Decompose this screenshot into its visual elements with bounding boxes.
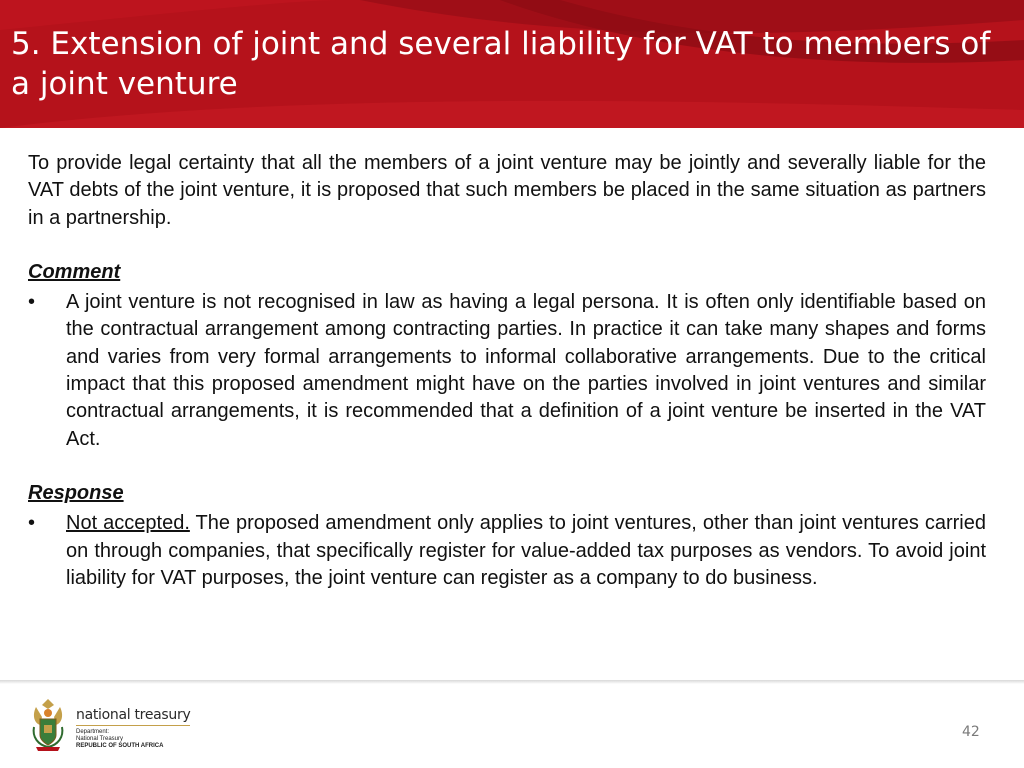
coat-of-arms-icon (28, 697, 68, 753)
comment-text: A joint venture is not recognised in law as having a legal persona. It is often only identifiable based on the contractual arrangement among contracting parties. In practice it can take many shapes and forms and varies from very formal arrangements to informal collaborative arrangements. Due to the critical impact that this proposed amendment might have on the parties involved in joint ventures and similar contractual arrangements, it is recommended that a definition of a joint venture be inserted in the VAT Act. (66, 291, 986, 450)
org-country: REPUBLIC OF SOUTH AFRICA (76, 743, 164, 749)
response-status: Not accepted. (66, 512, 190, 535)
org-department: Department: (76, 729, 110, 735)
response-body: The proposed amendment only applies to joint ventures, other than joint ventures carried on through companies, that specifically register for value-added tax purposes as vendors. To avoid joint liability for VAT purposes, the joint venture can register as a company to do business. (66, 512, 986, 589)
response-bullet (28, 510, 986, 592)
comment-heading: Comment (28, 260, 121, 283)
bullet-icon: • (28, 512, 36, 535)
response-heading: Response (28, 481, 124, 504)
org-subname: National Treasury (76, 736, 124, 742)
logo-text (76, 707, 190, 753)
comment-bullet (28, 289, 986, 453)
slide-body (28, 150, 986, 592)
response-text (66, 510, 986, 592)
title-banner (0, 0, 1024, 128)
slide-title: 5. Extension of joint and several liability for VAT to members of a joint venture (11, 26, 991, 102)
footer-divider (0, 680, 1024, 684)
bullet-icon: • (28, 291, 36, 314)
national-treasury-logo (28, 697, 190, 753)
page-number: 42 (962, 724, 980, 740)
intro-paragraph: To provide legal certainty that all the members of a joint venture may be jointly and severally liable for the VAT debts of the joint venture, it is proposed that such members be placed in the same situation as partners in a partnership. (28, 152, 986, 229)
org-name: national treasury (76, 707, 190, 726)
